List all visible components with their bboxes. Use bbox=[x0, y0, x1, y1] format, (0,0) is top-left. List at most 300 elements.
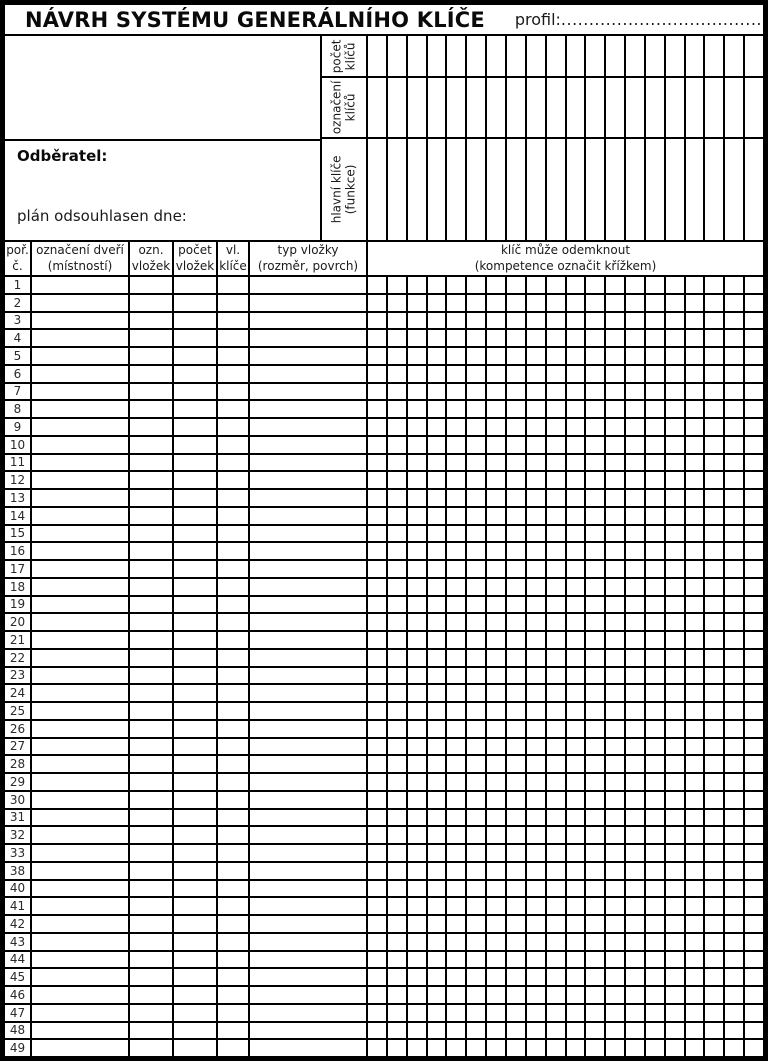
key-matrix-cell[interactable] bbox=[447, 969, 465, 985]
key-matrix-cell[interactable] bbox=[567, 632, 585, 648]
key-matrix-cell[interactable] bbox=[567, 987, 585, 1003]
key-matrix-cell[interactable] bbox=[467, 916, 485, 932]
key-matrix-cell[interactable] bbox=[368, 987, 386, 1003]
key-matrix-cell[interactable] bbox=[606, 969, 624, 985]
keys-per-cylinder-cell[interactable] bbox=[218, 810, 248, 826]
key-matrix-cell[interactable] bbox=[408, 827, 426, 843]
key-matrix-cell[interactable] bbox=[725, 384, 743, 400]
key-matrix-cell[interactable] bbox=[567, 419, 585, 435]
key-matrix-cell[interactable] bbox=[725, 774, 743, 790]
door-designation-cell[interactable] bbox=[32, 721, 128, 737]
key-matrix-cell[interactable] bbox=[547, 668, 565, 684]
key-matrix-cell[interactable] bbox=[467, 455, 485, 471]
key-matrix-cell[interactable] bbox=[547, 685, 565, 701]
cylinder-type-cell[interactable] bbox=[250, 756, 366, 772]
key-matrix-cell[interactable] bbox=[725, 916, 743, 932]
key-matrix-cell[interactable] bbox=[646, 863, 664, 879]
key-matrix-cell[interactable] bbox=[745, 668, 763, 684]
key-matrix-cell[interactable] bbox=[428, 1005, 446, 1021]
key-matrix-cell[interactable] bbox=[388, 455, 406, 471]
key-matrix-cell[interactable] bbox=[686, 401, 704, 417]
key-matrix-cell[interactable] bbox=[547, 277, 565, 293]
key-matrix-cell[interactable] bbox=[388, 330, 406, 346]
cylinder-count-cell[interactable] bbox=[174, 1023, 216, 1039]
cylinder-count-cell[interactable] bbox=[174, 952, 216, 968]
upper-matrix-cell[interactable] bbox=[368, 139, 386, 240]
upper-matrix-cell[interactable] bbox=[686, 139, 704, 240]
key-matrix-cell[interactable] bbox=[547, 526, 565, 542]
upper-matrix-cell[interactable] bbox=[705, 36, 723, 76]
key-matrix-cell[interactable] bbox=[586, 863, 604, 879]
key-matrix-cell[interactable] bbox=[705, 703, 723, 719]
key-matrix-cell[interactable] bbox=[368, 845, 386, 861]
cylinder-count-cell[interactable] bbox=[174, 685, 216, 701]
key-matrix-cell[interactable] bbox=[428, 685, 446, 701]
key-matrix-cell[interactable] bbox=[428, 579, 446, 595]
key-matrix-cell[interactable] bbox=[547, 614, 565, 630]
upper-matrix-cell[interactable] bbox=[666, 78, 684, 137]
key-matrix-cell[interactable] bbox=[467, 792, 485, 808]
key-matrix-cell[interactable] bbox=[745, 987, 763, 1003]
key-matrix-cell[interactable] bbox=[507, 969, 525, 985]
upper-matrix-cell[interactable] bbox=[725, 36, 743, 76]
key-matrix-cell[interactable] bbox=[368, 810, 386, 826]
upper-matrix-cell[interactable] bbox=[428, 36, 446, 76]
key-matrix-cell[interactable] bbox=[745, 579, 763, 595]
key-matrix-cell[interactable] bbox=[586, 348, 604, 364]
keys-per-cylinder-cell[interactable] bbox=[218, 330, 248, 346]
key-matrix-cell[interactable] bbox=[507, 792, 525, 808]
upper-matrix-cell[interactable] bbox=[388, 36, 406, 76]
keys-per-cylinder-cell[interactable] bbox=[218, 739, 248, 755]
key-matrix-cell[interactable] bbox=[606, 490, 624, 506]
keys-per-cylinder-cell[interactable] bbox=[218, 827, 248, 843]
key-matrix-cell[interactable] bbox=[567, 810, 585, 826]
key-matrix-cell[interactable] bbox=[388, 792, 406, 808]
key-matrix-cell[interactable] bbox=[388, 526, 406, 542]
key-matrix-cell[interactable] bbox=[388, 543, 406, 559]
key-matrix-cell[interactable] bbox=[428, 934, 446, 950]
upper-matrix-cell[interactable] bbox=[408, 78, 426, 137]
upper-matrix-cell[interactable] bbox=[447, 36, 465, 76]
key-matrix-cell[interactable] bbox=[428, 543, 446, 559]
upper-matrix-cell[interactable] bbox=[408, 139, 426, 240]
key-matrix-cell[interactable] bbox=[547, 881, 565, 897]
key-matrix-cell[interactable] bbox=[547, 774, 565, 790]
key-matrix-cell[interactable] bbox=[567, 437, 585, 453]
door-designation-cell[interactable] bbox=[32, 313, 128, 329]
key-matrix-cell[interactable] bbox=[507, 1040, 525, 1056]
key-matrix-cell[interactable] bbox=[408, 685, 426, 701]
door-designation-cell[interactable] bbox=[32, 685, 128, 701]
key-matrix-cell[interactable] bbox=[527, 881, 545, 897]
key-matrix-cell[interactable] bbox=[467, 277, 485, 293]
key-matrix-cell[interactable] bbox=[408, 668, 426, 684]
key-matrix-cell[interactable] bbox=[408, 756, 426, 772]
key-matrix-cell[interactable] bbox=[368, 366, 386, 382]
cylinder-type-cell[interactable] bbox=[250, 703, 366, 719]
key-matrix-cell[interactable] bbox=[745, 1005, 763, 1021]
key-matrix-cell[interactable] bbox=[487, 437, 505, 453]
key-matrix-cell[interactable] bbox=[447, 437, 465, 453]
key-matrix-cell[interactable] bbox=[408, 330, 426, 346]
key-matrix-cell[interactable] bbox=[745, 827, 763, 843]
key-matrix-cell[interactable] bbox=[527, 845, 545, 861]
cylinder-type-cell[interactable] bbox=[250, 579, 366, 595]
door-designation-cell[interactable] bbox=[32, 295, 128, 311]
key-matrix-cell[interactable] bbox=[408, 916, 426, 932]
key-matrix-cell[interactable] bbox=[487, 969, 505, 985]
key-matrix-cell[interactable] bbox=[507, 419, 525, 435]
key-matrix-cell[interactable] bbox=[487, 898, 505, 914]
key-matrix-cell[interactable] bbox=[368, 632, 386, 648]
cylinder-type-cell[interactable] bbox=[250, 472, 366, 488]
key-matrix-cell[interactable] bbox=[507, 987, 525, 1003]
door-designation-cell[interactable] bbox=[32, 384, 128, 400]
cylinder-designation-cell[interactable] bbox=[130, 384, 172, 400]
key-matrix-cell[interactable] bbox=[745, 774, 763, 790]
key-matrix-cell[interactable] bbox=[745, 614, 763, 630]
cylinder-designation-cell[interactable] bbox=[130, 313, 172, 329]
key-matrix-cell[interactable] bbox=[646, 597, 664, 613]
key-matrix-cell[interactable] bbox=[666, 437, 684, 453]
key-matrix-cell[interactable] bbox=[467, 881, 485, 897]
key-matrix-cell[interactable] bbox=[745, 561, 763, 577]
key-matrix-cell[interactable] bbox=[666, 668, 684, 684]
key-matrix-cell[interactable] bbox=[408, 543, 426, 559]
key-matrix-cell[interactable] bbox=[586, 739, 604, 755]
key-matrix-cell[interactable] bbox=[388, 508, 406, 524]
key-matrix-cell[interactable] bbox=[586, 916, 604, 932]
cylinder-type-cell[interactable] bbox=[250, 401, 366, 417]
key-matrix-cell[interactable] bbox=[705, 490, 723, 506]
key-matrix-cell[interactable] bbox=[487, 774, 505, 790]
cylinder-count-cell[interactable] bbox=[174, 827, 216, 843]
cylinder-type-cell[interactable] bbox=[250, 863, 366, 879]
key-matrix-cell[interactable] bbox=[646, 810, 664, 826]
key-matrix-cell[interactable] bbox=[507, 277, 525, 293]
cylinder-count-cell[interactable] bbox=[174, 792, 216, 808]
key-matrix-cell[interactable] bbox=[467, 437, 485, 453]
key-matrix-cell[interactable] bbox=[626, 774, 644, 790]
key-matrix-cell[interactable] bbox=[686, 561, 704, 577]
key-matrix-cell[interactable] bbox=[626, 792, 644, 808]
key-matrix-cell[interactable] bbox=[408, 898, 426, 914]
key-matrix-cell[interactable] bbox=[368, 774, 386, 790]
key-matrix-cell[interactable] bbox=[745, 756, 763, 772]
key-matrix-cell[interactable] bbox=[547, 313, 565, 329]
key-matrix-cell[interactable] bbox=[428, 330, 446, 346]
cylinder-designation-cell[interactable] bbox=[130, 1005, 172, 1021]
key-matrix-cell[interactable] bbox=[408, 437, 426, 453]
key-matrix-cell[interactable] bbox=[666, 632, 684, 648]
cylinder-designation-cell[interactable] bbox=[130, 561, 172, 577]
cylinder-type-cell[interactable] bbox=[250, 526, 366, 542]
key-matrix-cell[interactable] bbox=[567, 703, 585, 719]
keys-per-cylinder-cell[interactable] bbox=[218, 490, 248, 506]
key-matrix-cell[interactable] bbox=[745, 898, 763, 914]
key-matrix-cell[interactable] bbox=[705, 366, 723, 382]
key-matrix-cell[interactable] bbox=[487, 1040, 505, 1056]
door-designation-cell[interactable] bbox=[32, 632, 128, 648]
key-matrix-cell[interactable] bbox=[586, 579, 604, 595]
key-matrix-cell[interactable] bbox=[666, 845, 684, 861]
key-matrix-cell[interactable] bbox=[686, 526, 704, 542]
key-matrix-cell[interactable] bbox=[586, 401, 604, 417]
key-matrix-cell[interactable] bbox=[368, 969, 386, 985]
cylinder-count-cell[interactable] bbox=[174, 543, 216, 559]
key-matrix-cell[interactable] bbox=[368, 401, 386, 417]
key-matrix-cell[interactable] bbox=[527, 508, 545, 524]
key-matrix-cell[interactable] bbox=[527, 330, 545, 346]
key-matrix-cell[interactable] bbox=[368, 579, 386, 595]
key-matrix-cell[interactable] bbox=[368, 756, 386, 772]
cylinder-count-cell[interactable] bbox=[174, 313, 216, 329]
key-matrix-cell[interactable] bbox=[606, 739, 624, 755]
key-matrix-cell[interactable] bbox=[487, 348, 505, 364]
key-matrix-cell[interactable] bbox=[527, 543, 545, 559]
key-matrix-cell[interactable] bbox=[666, 313, 684, 329]
key-matrix-cell[interactable] bbox=[547, 597, 565, 613]
key-matrix-cell[interactable] bbox=[586, 703, 604, 719]
keys-per-cylinder-cell[interactable] bbox=[218, 277, 248, 293]
key-matrix-cell[interactable] bbox=[368, 650, 386, 666]
keys-per-cylinder-cell[interactable] bbox=[218, 384, 248, 400]
key-matrix-cell[interactable] bbox=[686, 898, 704, 914]
key-matrix-cell[interactable] bbox=[547, 632, 565, 648]
key-matrix-cell[interactable] bbox=[606, 1005, 624, 1021]
key-matrix-cell[interactable] bbox=[586, 721, 604, 737]
key-matrix-cell[interactable] bbox=[626, 881, 644, 897]
door-designation-cell[interactable] bbox=[32, 614, 128, 630]
key-matrix-cell[interactable] bbox=[705, 579, 723, 595]
key-matrix-cell[interactable] bbox=[586, 827, 604, 843]
key-matrix-cell[interactable] bbox=[408, 703, 426, 719]
keys-per-cylinder-cell[interactable] bbox=[218, 597, 248, 613]
key-matrix-cell[interactable] bbox=[567, 1023, 585, 1039]
key-matrix-cell[interactable] bbox=[705, 614, 723, 630]
key-matrix-cell[interactable] bbox=[507, 543, 525, 559]
key-matrix-cell[interactable] bbox=[408, 774, 426, 790]
key-matrix-cell[interactable] bbox=[646, 543, 664, 559]
key-matrix-cell[interactable] bbox=[487, 1005, 505, 1021]
key-matrix-cell[interactable] bbox=[646, 650, 664, 666]
key-matrix-cell[interactable] bbox=[686, 277, 704, 293]
key-matrix-cell[interactable] bbox=[408, 419, 426, 435]
key-matrix-cell[interactable] bbox=[487, 952, 505, 968]
key-matrix-cell[interactable] bbox=[586, 419, 604, 435]
key-matrix-cell[interactable] bbox=[527, 614, 545, 630]
key-matrix-cell[interactable] bbox=[666, 650, 684, 666]
key-matrix-cell[interactable] bbox=[745, 703, 763, 719]
upper-matrix-cell[interactable] bbox=[626, 36, 644, 76]
key-matrix-cell[interactable] bbox=[606, 508, 624, 524]
key-matrix-cell[interactable] bbox=[567, 952, 585, 968]
key-matrix-cell[interactable] bbox=[705, 810, 723, 826]
key-matrix-cell[interactable] bbox=[705, 898, 723, 914]
key-matrix-cell[interactable] bbox=[606, 934, 624, 950]
cylinder-count-cell[interactable] bbox=[174, 472, 216, 488]
key-matrix-cell[interactable] bbox=[428, 455, 446, 471]
cylinder-count-cell[interactable] bbox=[174, 1040, 216, 1056]
key-matrix-cell[interactable] bbox=[388, 845, 406, 861]
key-matrix-cell[interactable] bbox=[467, 774, 485, 790]
key-matrix-cell[interactable] bbox=[447, 934, 465, 950]
key-matrix-cell[interactable] bbox=[705, 419, 723, 435]
key-matrix-cell[interactable] bbox=[547, 561, 565, 577]
key-matrix-cell[interactable] bbox=[745, 277, 763, 293]
key-matrix-cell[interactable] bbox=[626, 810, 644, 826]
cylinder-designation-cell[interactable] bbox=[130, 543, 172, 559]
cylinder-designation-cell[interactable] bbox=[130, 1040, 172, 1056]
door-designation-cell[interactable] bbox=[32, 579, 128, 595]
key-matrix-cell[interactable] bbox=[606, 614, 624, 630]
key-matrix-cell[interactable] bbox=[487, 579, 505, 595]
key-matrix-cell[interactable] bbox=[686, 437, 704, 453]
key-matrix-cell[interactable] bbox=[467, 579, 485, 595]
door-designation-cell[interactable] bbox=[32, 419, 128, 435]
door-designation-cell[interactable] bbox=[32, 455, 128, 471]
key-matrix-cell[interactable] bbox=[626, 739, 644, 755]
key-matrix-cell[interactable] bbox=[705, 384, 723, 400]
upper-matrix-cell[interactable] bbox=[487, 139, 505, 240]
key-matrix-cell[interactable] bbox=[686, 703, 704, 719]
key-matrix-cell[interactable] bbox=[428, 632, 446, 648]
key-matrix-cell[interactable] bbox=[368, 703, 386, 719]
key-matrix-cell[interactable] bbox=[408, 295, 426, 311]
key-matrix-cell[interactable] bbox=[388, 1040, 406, 1056]
key-matrix-cell[interactable] bbox=[725, 739, 743, 755]
key-matrix-cell[interactable] bbox=[547, 437, 565, 453]
profil-dotted-line[interactable]: .................................... bbox=[560, 10, 762, 29]
cylinder-designation-cell[interactable] bbox=[130, 632, 172, 648]
key-matrix-cell[interactable] bbox=[745, 313, 763, 329]
key-matrix-cell[interactable] bbox=[368, 685, 386, 701]
key-matrix-cell[interactable] bbox=[626, 419, 644, 435]
key-matrix-cell[interactable] bbox=[388, 437, 406, 453]
key-matrix-cell[interactable] bbox=[447, 650, 465, 666]
key-matrix-cell[interactable] bbox=[428, 419, 446, 435]
key-matrix-cell[interactable] bbox=[705, 401, 723, 417]
key-matrix-cell[interactable] bbox=[606, 721, 624, 737]
key-matrix-cell[interactable] bbox=[428, 792, 446, 808]
door-designation-cell[interactable] bbox=[32, 952, 128, 968]
key-matrix-cell[interactable] bbox=[705, 597, 723, 613]
key-matrix-cell[interactable] bbox=[725, 863, 743, 879]
key-matrix-cell[interactable] bbox=[467, 508, 485, 524]
key-matrix-cell[interactable] bbox=[626, 827, 644, 843]
key-matrix-cell[interactable] bbox=[725, 952, 743, 968]
key-matrix-cell[interactable] bbox=[705, 792, 723, 808]
key-matrix-cell[interactable] bbox=[567, 650, 585, 666]
key-matrix-cell[interactable] bbox=[745, 366, 763, 382]
key-matrix-cell[interactable] bbox=[567, 845, 585, 861]
cylinder-count-cell[interactable] bbox=[174, 508, 216, 524]
key-matrix-cell[interactable] bbox=[606, 863, 624, 879]
door-designation-cell[interactable] bbox=[32, 1023, 128, 1039]
key-matrix-cell[interactable] bbox=[626, 721, 644, 737]
cylinder-count-cell[interactable] bbox=[174, 419, 216, 435]
cylinder-count-cell[interactable] bbox=[174, 366, 216, 382]
key-matrix-cell[interactable] bbox=[725, 934, 743, 950]
key-matrix-cell[interactable] bbox=[686, 739, 704, 755]
key-matrix-cell[interactable] bbox=[428, 881, 446, 897]
cylinder-count-cell[interactable] bbox=[174, 863, 216, 879]
key-matrix-cell[interactable] bbox=[368, 348, 386, 364]
key-matrix-cell[interactable] bbox=[487, 845, 505, 861]
key-matrix-cell[interactable] bbox=[547, 934, 565, 950]
cylinder-designation-cell[interactable] bbox=[130, 490, 172, 506]
key-matrix-cell[interactable] bbox=[646, 579, 664, 595]
upper-matrix-cell[interactable] bbox=[567, 36, 585, 76]
key-matrix-cell[interactable] bbox=[646, 1040, 664, 1056]
key-matrix-cell[interactable] bbox=[725, 668, 743, 684]
key-matrix-cell[interactable] bbox=[507, 668, 525, 684]
key-matrix-cell[interactable] bbox=[666, 472, 684, 488]
key-matrix-cell[interactable] bbox=[666, 952, 684, 968]
upper-matrix-cell[interactable] bbox=[527, 36, 545, 76]
key-matrix-cell[interactable] bbox=[666, 543, 684, 559]
key-matrix-cell[interactable] bbox=[745, 419, 763, 435]
key-matrix-cell[interactable] bbox=[686, 810, 704, 826]
key-matrix-cell[interactable] bbox=[507, 526, 525, 542]
key-matrix-cell[interactable] bbox=[606, 703, 624, 719]
key-matrix-cell[interactable] bbox=[388, 898, 406, 914]
key-matrix-cell[interactable] bbox=[527, 756, 545, 772]
key-matrix-cell[interactable] bbox=[487, 295, 505, 311]
upper-matrix-cell[interactable] bbox=[626, 78, 644, 137]
key-matrix-cell[interactable] bbox=[745, 455, 763, 471]
upper-matrix-cell[interactable] bbox=[646, 78, 664, 137]
key-matrix-cell[interactable] bbox=[705, 277, 723, 293]
key-matrix-cell[interactable] bbox=[467, 810, 485, 826]
key-matrix-cell[interactable] bbox=[408, 1023, 426, 1039]
key-matrix-cell[interactable] bbox=[626, 969, 644, 985]
key-matrix-cell[interactable] bbox=[705, 845, 723, 861]
key-matrix-cell[interactable] bbox=[447, 952, 465, 968]
keys-per-cylinder-cell[interactable] bbox=[218, 756, 248, 772]
key-matrix-cell[interactable] bbox=[725, 597, 743, 613]
key-matrix-cell[interactable] bbox=[447, 543, 465, 559]
key-matrix-cell[interactable] bbox=[626, 1005, 644, 1021]
cylinder-count-cell[interactable] bbox=[174, 756, 216, 772]
key-matrix-cell[interactable] bbox=[626, 313, 644, 329]
keys-per-cylinder-cell[interactable] bbox=[218, 703, 248, 719]
key-matrix-cell[interactable] bbox=[686, 543, 704, 559]
key-matrix-cell[interactable] bbox=[705, 952, 723, 968]
key-matrix-cell[interactable] bbox=[487, 1023, 505, 1039]
key-matrix-cell[interactable] bbox=[467, 348, 485, 364]
key-matrix-cell[interactable] bbox=[705, 313, 723, 329]
key-matrix-cell[interactable] bbox=[686, 881, 704, 897]
key-matrix-cell[interactable] bbox=[527, 827, 545, 843]
key-matrix-cell[interactable] bbox=[606, 526, 624, 542]
key-matrix-cell[interactable] bbox=[705, 863, 723, 879]
key-matrix-cell[interactable] bbox=[447, 508, 465, 524]
key-matrix-cell[interactable] bbox=[527, 455, 545, 471]
key-matrix-cell[interactable] bbox=[705, 650, 723, 666]
key-matrix-cell[interactable] bbox=[686, 685, 704, 701]
key-matrix-cell[interactable] bbox=[547, 739, 565, 755]
key-matrix-cell[interactable] bbox=[666, 366, 684, 382]
key-matrix-cell[interactable] bbox=[567, 455, 585, 471]
cylinder-count-cell[interactable] bbox=[174, 455, 216, 471]
key-matrix-cell[interactable] bbox=[388, 827, 406, 843]
key-matrix-cell[interactable] bbox=[428, 472, 446, 488]
key-matrix-cell[interactable] bbox=[527, 401, 545, 417]
keys-per-cylinder-cell[interactable] bbox=[218, 632, 248, 648]
key-matrix-cell[interactable] bbox=[567, 490, 585, 506]
